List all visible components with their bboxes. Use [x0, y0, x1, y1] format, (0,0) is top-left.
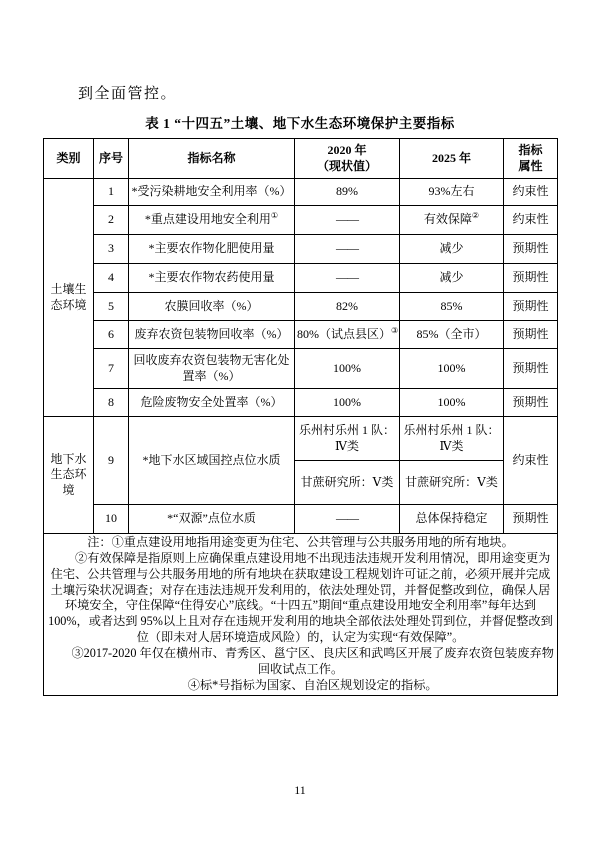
cell-attr: 约束性 [504, 417, 558, 505]
header-2020-line2: （现状值） [316, 158, 377, 173]
cell-2020: —— [295, 206, 400, 235]
cell-index: 5 [94, 293, 129, 321]
cell-2025: 85%（全市） [400, 321, 504, 349]
cell-attr: 预期性 [504, 293, 558, 321]
page-number: 11 [294, 783, 306, 797]
cell-attr: 预期性 [504, 235, 558, 264]
cell-2025-sub2: 甘蔗研究所：Ⅴ类 [400, 461, 504, 505]
table-row [44, 321, 558, 349]
header-category: 类别 [44, 139, 94, 179]
cell-indicator-name: *主要农作物农药使用量 [129, 264, 295, 293]
cell-2025: 总体保持稳定 [400, 505, 504, 534]
cell-attr: 约束性 [504, 206, 558, 235]
cell-attr: 预期性 [504, 505, 558, 534]
header-2020 [295, 139, 400, 179]
note-ref-icon: ② [471, 211, 480, 221]
cell-indicator-name [129, 206, 295, 235]
table-title: 表 1 “十四五”土壤、地下水生态环境保护主要指标 [145, 116, 455, 131]
cell-attr: 预期性 [504, 349, 558, 389]
cell-index: 4 [94, 264, 129, 293]
cell-2020: 100% [295, 349, 400, 389]
cell-index: 2 [94, 206, 129, 235]
cell-attr: 预期性 [504, 389, 558, 417]
cell-indicator-name: *受污染耕地安全利用率（%） [129, 179, 295, 206]
cell-indicator-name: 回收废弃农资包装物无害化处置率（%） [129, 349, 295, 389]
note-2: ②有效保障是指原则上应确保重点建设用地不出现违法违规开发利用情况，即用途变更为住宅、公共管理与公共服务用地的所有地块在获取建设工程规划许可证之前，必须开展并完成土壤污染状况调查；对存在违法违规开发利用的，依法处理处罚，并督促整改到位，确保人居环境安全，守住保障“住得安心”底线。“十四五”期间“重点建设用地安全利用率”每年达到 100%，或者达到 95%以上且对存在违规开发利用的地块全部依法处理处罚到位，并督促整改到位（即未对人居环境造成风险）的，认定为实现“有效保障”。 [48, 550, 553, 645]
cell-2020-text: 80%（试点县区） [297, 326, 391, 341]
cell-2020-sub1: 乐州村乐州 1 队：Ⅳ类 [295, 417, 400, 461]
cell-indicator-name: *“双源”点位水质 [129, 505, 295, 534]
cell-2020: —— [295, 264, 400, 293]
cell-index: 9 [94, 417, 129, 505]
note-ref-icon: ① [270, 211, 279, 221]
cell-2025: 93%左右 [400, 179, 504, 206]
header-2025: 2025 年 [400, 139, 504, 179]
cell-2025: 100% [400, 349, 504, 389]
table-row [44, 389, 558, 417]
table-row [44, 206, 558, 235]
cell-2025: 减少 [400, 235, 504, 264]
table-row [44, 293, 558, 321]
indicator-name-text: *重点建设用地安全利用 [144, 212, 271, 227]
cell-attr: 约束性 [504, 179, 558, 206]
header-attr-line2: 属性 [518, 158, 543, 173]
category-soil: 土壤生态环境 [44, 179, 94, 417]
header-attr-line1: 指标 [518, 142, 543, 157]
header-attr [504, 139, 558, 179]
note-3: ③2017-2020 年仅在横州市、青秀区、邕宁区、良庆区和武鸣区开展了废弃农资包装废弃物回收试点工作。 [71, 646, 554, 676]
cell-index: 7 [94, 349, 129, 389]
cell-2025: 85% [400, 293, 504, 321]
cell-index: 8 [94, 389, 129, 417]
cell-indicator-name: *地下水区域国控点位水质 [129, 417, 295, 505]
header-2020-line1: 2020 年 [327, 142, 367, 157]
note-4: ④标*号指标为国家、自治区规划设定的指标。 [187, 677, 438, 692]
cell-index: 3 [94, 235, 129, 264]
note-1: 注：①重点建设用地指用途变更为住宅、公共管理与公共服务用地的所有地块。 [87, 535, 514, 549]
cell-2025: 100% [400, 389, 504, 417]
cell-2020: 82% [295, 293, 400, 321]
cell-2020: —— [295, 235, 400, 264]
category-groundwater: 地下水生态环境 [44, 417, 94, 534]
table-row [44, 179, 558, 206]
cell-2020 [295, 321, 400, 349]
indicators-table [43, 138, 558, 696]
cell-2025-text: 有效保障 [423, 212, 472, 227]
table-row [44, 235, 558, 264]
table-notes-row [44, 534, 558, 696]
cell-2025-sub1: 乐州村乐州 1 队：Ⅳ类 [400, 417, 504, 461]
notes-section [44, 534, 558, 696]
intro-paragraph: 到全面管控。 [78, 86, 178, 102]
header-index: 序号 [94, 139, 129, 179]
table-row [44, 264, 558, 293]
cell-indicator-name: 农膜回收率（%） [129, 293, 295, 321]
cell-attr: 预期性 [504, 321, 558, 349]
table-header-row [44, 139, 558, 179]
cell-2020: 89% [295, 179, 400, 206]
note-ref-icon: ③ [391, 325, 399, 335]
table-row [44, 417, 558, 461]
cell-2020: —— [295, 505, 400, 534]
cell-indicator-name: *主要农作物化肥使用量 [129, 235, 295, 264]
cell-2020-sub2: 甘蔗研究所：Ⅴ类 [295, 461, 400, 505]
cell-index: 1 [94, 179, 129, 206]
table-row [44, 505, 558, 534]
cell-index: 6 [94, 321, 129, 349]
cell-indicator-name: 废弃农资包装物回收率（%） [129, 321, 295, 349]
cell-index: 10 [94, 505, 129, 534]
table-row [44, 349, 558, 389]
cell-indicator-name: 危险废物安全处置率（%） [129, 389, 295, 417]
header-indicator-name: 指标名称 [129, 139, 295, 179]
cell-attr: 预期性 [504, 264, 558, 293]
cell-2020: 100% [295, 389, 400, 417]
cell-2025 [400, 206, 504, 235]
cell-2025: 减少 [400, 264, 504, 293]
